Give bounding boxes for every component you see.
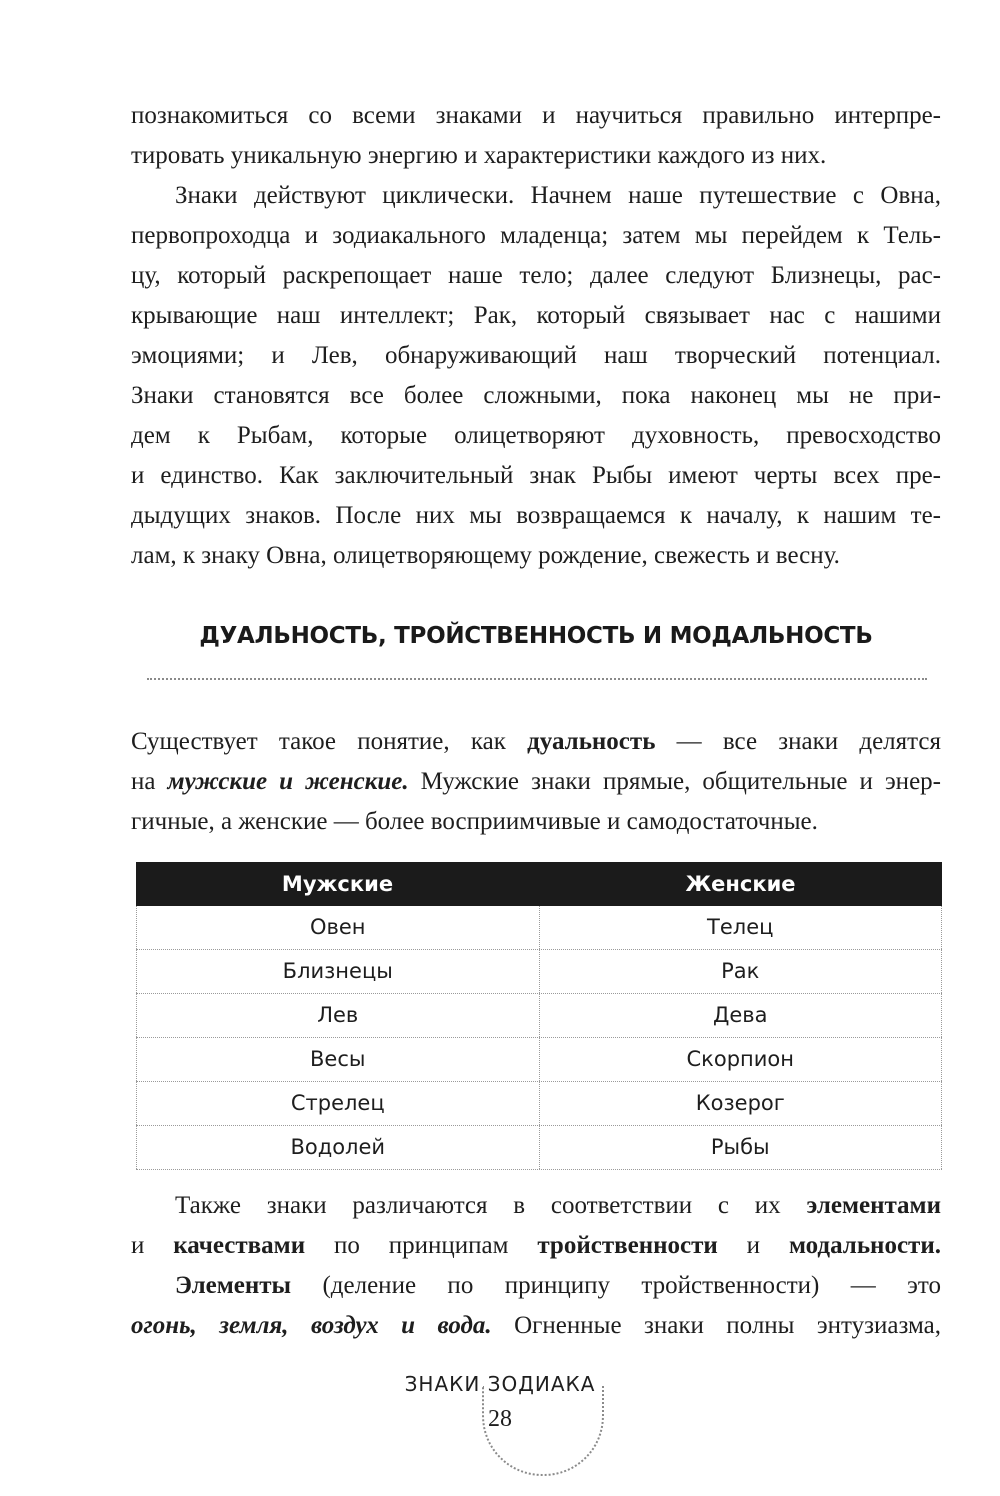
- text-line: лам, к знаку Овна, олицетворяющему рождение, свежесть и весну.: [131, 542, 840, 569]
- text-line: первопроходца и зодиакального младенца; затем мы перейдем к Тель-: [131, 222, 941, 249]
- table-cell: Водолей: [136, 1126, 540, 1169]
- text-line: дем к Рыбам, которые олицетворяют духовность, превосходство: [131, 422, 941, 449]
- table-row: [136, 1082, 942, 1126]
- page-number: 28: [488, 1406, 512, 1432]
- text-line: эмоциями; и Лев, обнаруживающий наш творческий потенциал.: [131, 342, 941, 369]
- text-line: гичные, а женские — более восприимчивые и самодостаточные.: [131, 808, 818, 835]
- column-header-masculine: Мужские: [281, 872, 394, 896]
- text-line: огонь, земля, воздух и вода. Огненные знаки полны энтузиазма,: [131, 1312, 941, 1339]
- section-heading: ДУАЛЬНОСТЬ, ТРОЙСТВЕННОСТЬ И МОДАЛЬНОСТЬ: [199, 623, 873, 649]
- text-line: цу, который раскрепощает наше тело; далее следуют Близнецы, рас-: [131, 262, 941, 289]
- heading-divider: [147, 678, 927, 680]
- table-cell: Стрелец: [136, 1082, 540, 1125]
- table-cell: Скорпион: [540, 1038, 943, 1081]
- table-row: [136, 1126, 942, 1170]
- running-footer-title: ЗНАКИ ЗОДИАКА: [404, 1372, 596, 1396]
- table-row: [136, 994, 942, 1038]
- duality-table: [136, 862, 942, 1170]
- elements-paragraph: [131, 1186, 941, 1346]
- column-header-feminine: Женские: [685, 872, 796, 896]
- table-cell: Овен: [136, 906, 540, 949]
- intro-paragraph: [131, 96, 941, 576]
- text-line: Знаки становятся все более сложными, пока наконец мы не при-: [131, 382, 941, 409]
- table-cell: Близнецы: [136, 950, 540, 993]
- table-cell: Рак: [540, 950, 943, 993]
- table-cell: Весы: [136, 1038, 540, 1081]
- text-line: Элементы (деление по принципу тройственности) — это: [175, 1272, 941, 1299]
- text-line: и единство. Как заключительный знак Рыбы имеют черты всех пре-: [131, 462, 941, 489]
- table-row: [136, 1038, 942, 1082]
- text-line: и качествами по принципам тройственности и модальности.: [131, 1232, 941, 1259]
- table-cell: Лев: [136, 994, 540, 1037]
- text-line: дыдущих знаков. После них мы возвращаемся к началу, к нашим те-: [131, 502, 941, 529]
- table-cell: Рыбы: [540, 1126, 943, 1169]
- text-line: тировать уникальную энергию и характеристики каждого из них.: [131, 142, 827, 169]
- table-cell: Козерог: [540, 1082, 943, 1125]
- text-line: крывающие наш интеллект; Рак, который связывает нас с нашими: [131, 302, 941, 329]
- text-line: Существует такое понятие, как дуальность — все знаки делятся: [131, 728, 941, 755]
- text-line: Также знаки различаются в соответствии с их элементами: [175, 1192, 941, 1219]
- table-cell: Дева: [540, 994, 943, 1037]
- duality-paragraph: [131, 722, 941, 842]
- text-line: на мужские и женские. Мужские знаки прямые, общительные и энер-: [131, 768, 941, 795]
- text-line: познакомиться со всеми знаками и научиться правильно интерпре-: [131, 102, 941, 129]
- table-header: [136, 862, 942, 906]
- text-line: Знаки действуют циклически. Начнем наше путешествие с Овна,: [175, 182, 941, 209]
- table-row: [136, 950, 942, 994]
- table-row: [136, 906, 942, 950]
- table-cell: Телец: [540, 906, 943, 949]
